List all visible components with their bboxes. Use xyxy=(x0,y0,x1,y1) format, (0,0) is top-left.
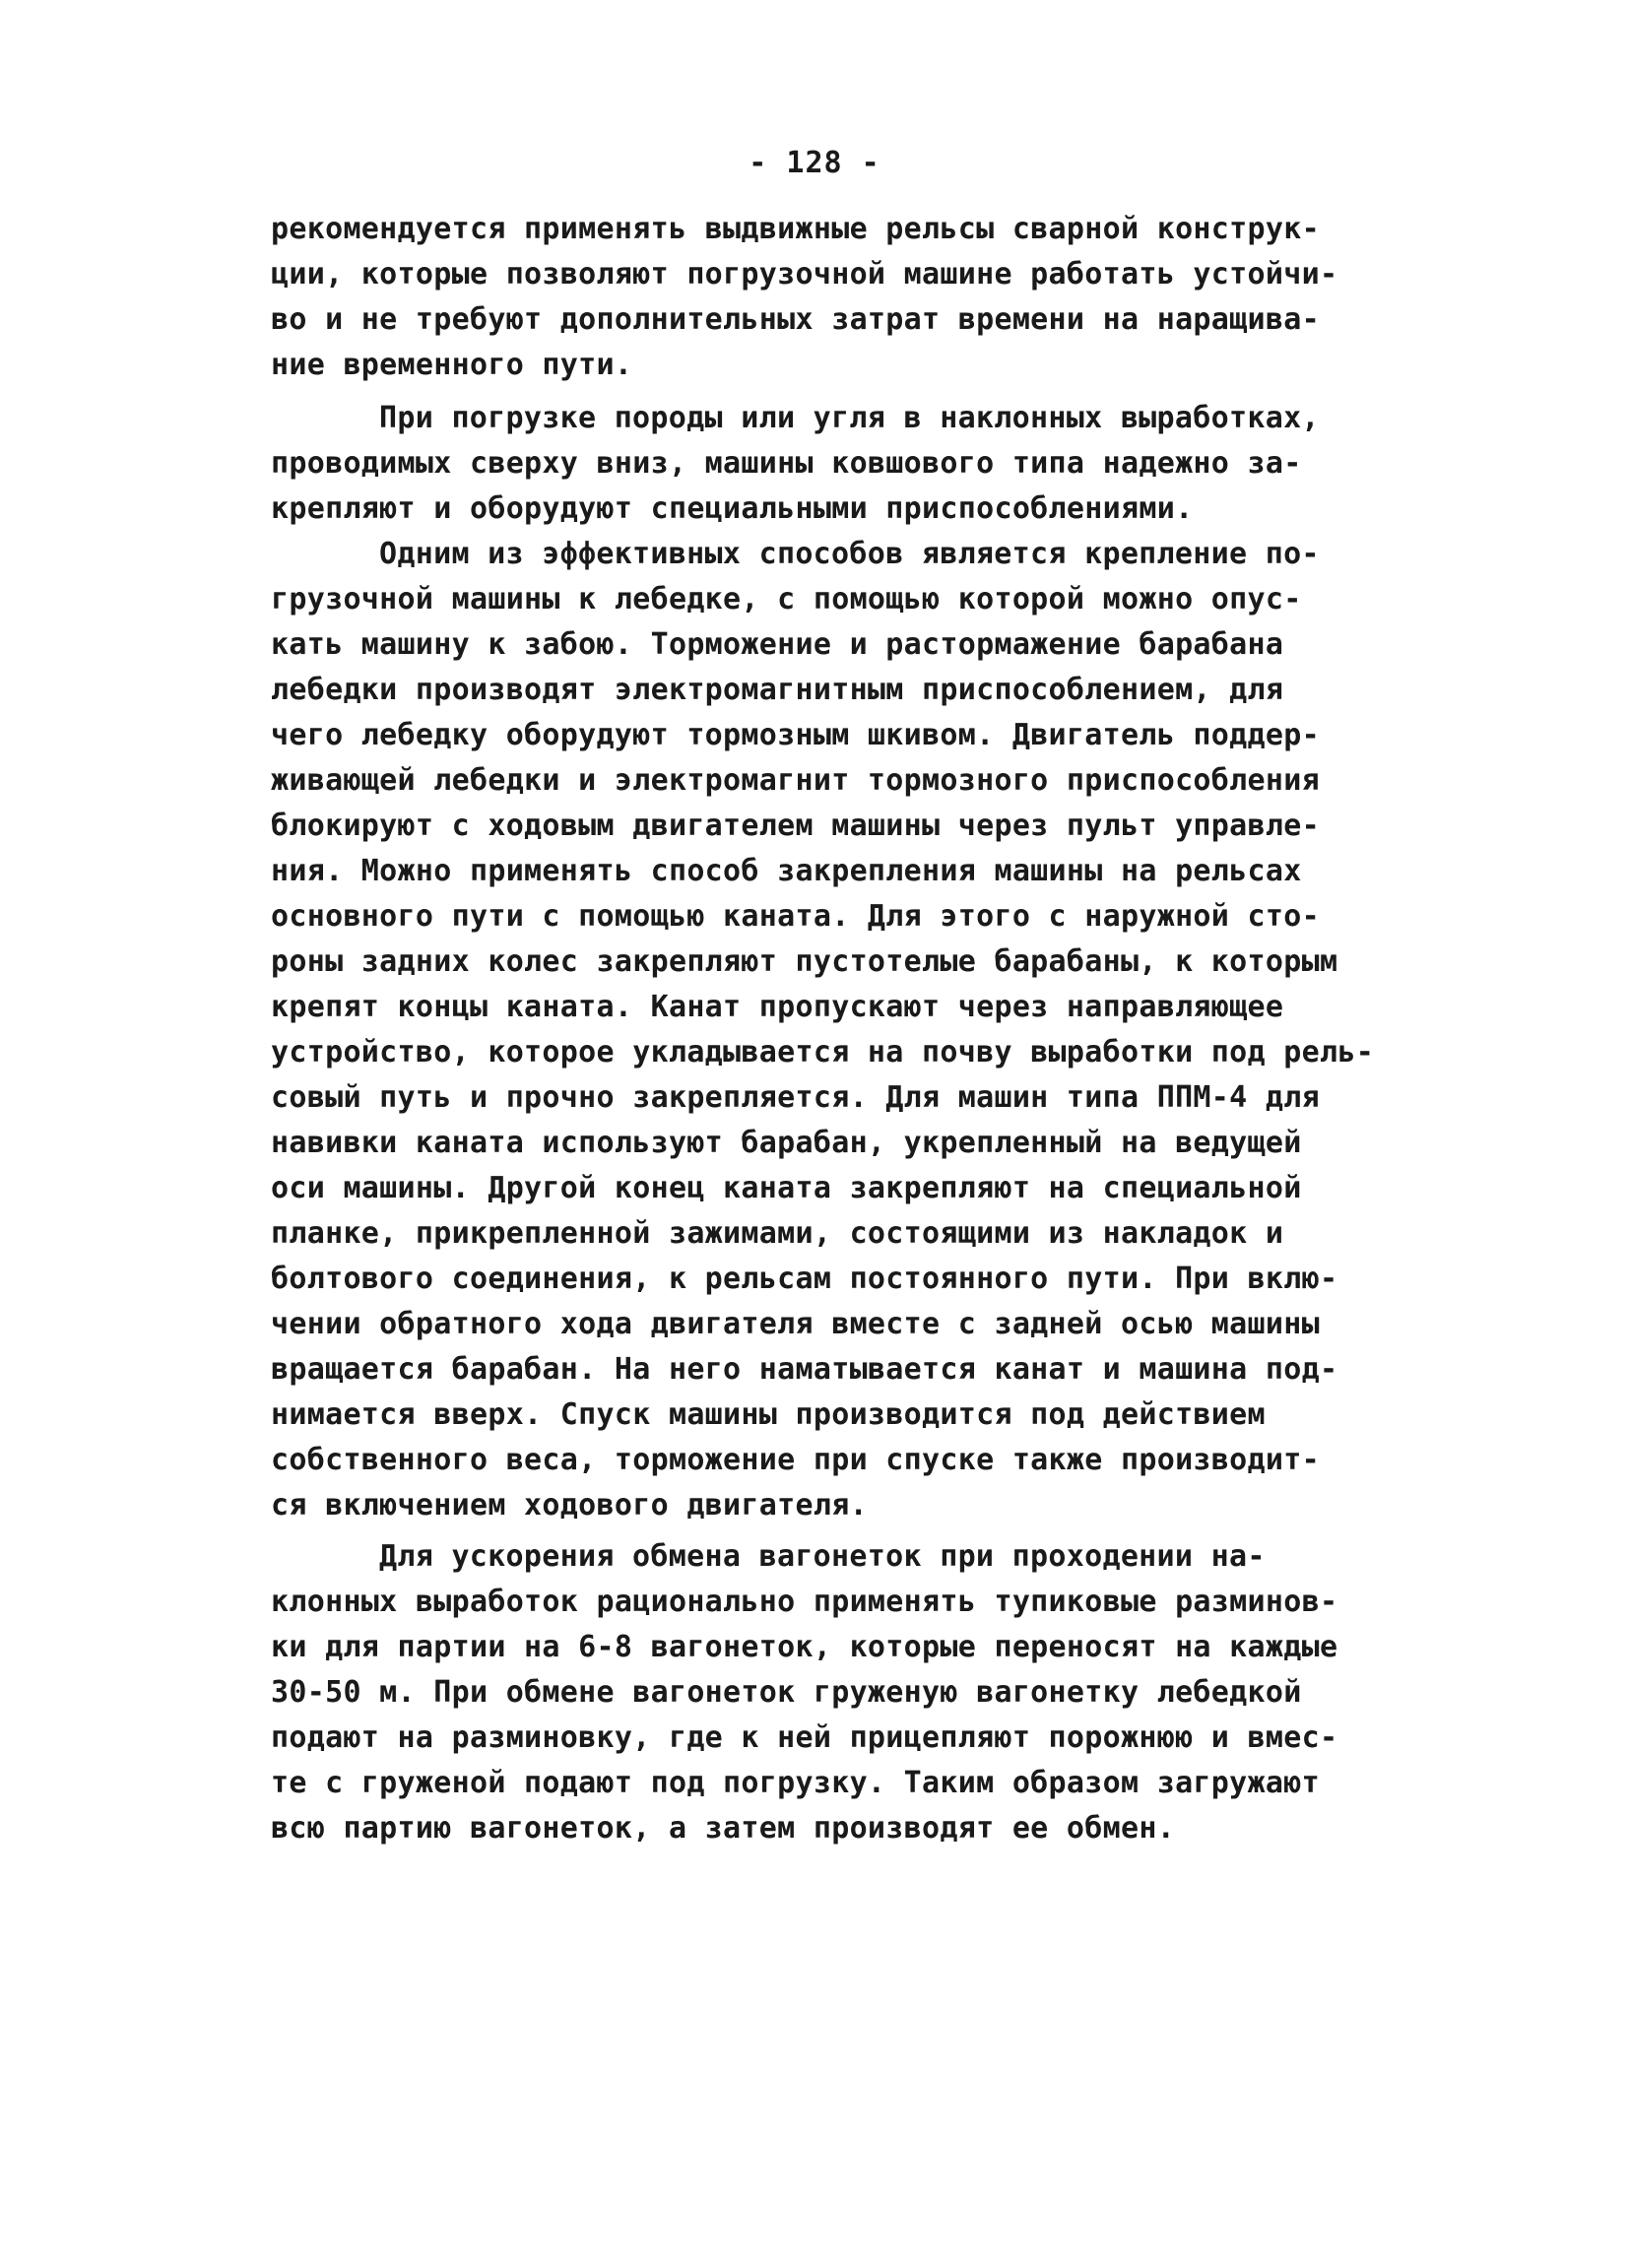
text-line: роны задних колес закрепляют пустотелые барабаны, к которым xyxy=(271,944,1338,979)
page-number: - 128 - xyxy=(749,146,880,180)
text-line: планке, прикрепленной зажимами, состоящими из накладок и xyxy=(271,1216,1284,1251)
text-line: блокируют с ходовым двигателем машины через пульт управле- xyxy=(271,809,1320,843)
text-line: те с груженой подают под погрузку. Таким образом загружают xyxy=(271,1766,1320,1800)
text-line: ся включением ходового двигателя. xyxy=(271,1488,868,1523)
text-line: нимается вверх. Спуск машины производится под действием xyxy=(271,1397,1266,1432)
text-line: болтового соединения, к рельсам постоянного пути. При вклю- xyxy=(271,1262,1338,1296)
text-line: чении обратного хода двигателя вместе с задней осью машины xyxy=(271,1307,1320,1341)
paragraph-first-line: При погрузке породы или угля в наклонных выработках, xyxy=(379,401,1320,435)
text-line: основного пути с помощью каната. Для этого с наружной сто- xyxy=(271,899,1320,934)
text-line: совый путь и прочно закрепляется. Для машин типа ППМ-4 для xyxy=(271,1080,1320,1115)
text-line: всю партию вагонеток, а затем производят ее обмен. xyxy=(271,1811,1176,1846)
text-line: собственного веса, торможение при спуске также производит- xyxy=(271,1443,1320,1477)
text-line: вращается барабан. На него наматывается канат и машина под- xyxy=(271,1352,1338,1387)
text-line: чего лебедку оборудуют тормозным шкивом. Двигатель поддер- xyxy=(271,718,1320,752)
text-line: грузочной машины к лебедке, с помощью которой можно опус- xyxy=(271,582,1302,616)
text-line: клонных выработок рационально применять тупиковые разминов- xyxy=(271,1585,1338,1619)
text-line: ции, которые позволяют погрузочной машине работать устойчи- xyxy=(271,257,1338,292)
text-line: 30-50 м. При обмене вагонеток груженую вагонетку лебедкой xyxy=(271,1675,1302,1710)
text-line: кать машину к забою. Торможение и растормажение барабана xyxy=(271,627,1284,662)
text-line: крепляют и оборудуют специальными приспособлениями. xyxy=(271,491,1194,526)
text-line: крепят концы каната. Канат пропускают через направляющее xyxy=(271,990,1284,1024)
text-line: рекомендуется применять выдвижные рельсы сварной конструк- xyxy=(271,212,1320,246)
text-line: ки для партии на 6-8 вагонеток, которые переносят на каждые xyxy=(271,1630,1338,1664)
text-line: проводимых сверху вниз, машины ковшового типа надежно за- xyxy=(271,446,1302,481)
text-line: навивки каната используют барабан, укрепленный на ведущей xyxy=(271,1126,1302,1160)
text-line: устройство, которое укладывается на почву выработки под рель- xyxy=(271,1035,1375,1069)
text-line: ния. Можно применять способ закрепления машины на рельсах xyxy=(271,854,1302,888)
text-line: живающей лебедки и электромагнит тормозного приспособления xyxy=(271,763,1320,798)
text-line: лебедки производят электромагнитным приспособлением, для xyxy=(271,673,1284,707)
paragraph-first-line: Одним из эффективных способов является крепление по- xyxy=(379,537,1320,571)
text-line: ние временного пути. xyxy=(271,348,633,382)
text-line: оси машины. Другой конец каната закрепляют на специальной xyxy=(271,1171,1302,1205)
text-line: подают на разминовку, где к ней прицепляют порожнюю и вмес- xyxy=(271,1720,1338,1755)
text-line: во и не требуют дополнительных затрат времени на наращива- xyxy=(271,302,1320,337)
paragraph-first-line: Для ускорения обмена вагонеток при проходении на- xyxy=(379,1539,1266,1574)
